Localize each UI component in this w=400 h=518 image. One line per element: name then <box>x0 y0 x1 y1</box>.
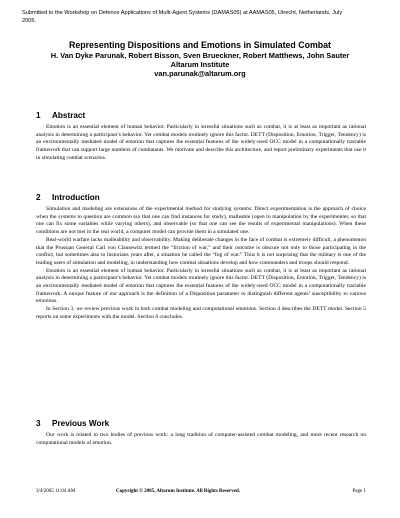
footer-page-number: Page 1 <box>352 489 366 494</box>
section-number: 1 <box>36 111 41 120</box>
section-introduction <box>36 192 366 322</box>
paragraph: Our work is related to two bodies of previous work: a long tradition of computer-assisted combat modeling, and more recent research on computational models of emotion. <box>36 432 366 446</box>
section-heading <box>36 192 366 203</box>
footer-copyright: Copyright © 2005, Altarum Institute. All Rights Reserved. <box>116 489 241 494</box>
section-number: 2 <box>36 193 41 202</box>
title-block <box>40 40 360 78</box>
paragraph: Emotion is an essential element of human behavior. Particularly in stressful situations such as combat, it is at least as important as rational analysis in determining a participant’s behavior. Yet combat models routinely ignore this factor. DETT (Disposition, Emotion, Trigger, Tendency) is an environmentally mediated model of emotion that captures the essential features of the widely-used OCC model in a computationally tractable framework. A unique feature of our approach is the definition of a Disposition parameter to distinguish different agents’ susceptibility to various emotions. <box>36 267 366 305</box>
footer-date: 3/4/2005 11:04 AM <box>36 489 76 494</box>
paragraph: Emotion is an essential element of human behavior. Particularly in stressful situations such as combat, it is at least as important as rational analysis in determining a participant’s behavior. Yet combat models routinely ignore this factor. DETT (Disposition, Emotion, Trigger, Tendency) is an environmentally mediated model of emotion that captures the essential features of the widely-used OCC model in a computationally tractable framework that can support large numbers of combatants. We motivate and describe this architecture, and report preliminary experiments that use it in simulating combat scenarios. <box>36 124 366 161</box>
paragraph: Real-world warfare lacks malleability and observability. Making deliberate changes in the face of combat is extremely difficult, a phenomenon that the Prussian General Carl von Clausewitz termed the “friction of war,” and their outcome is obscure not only to those participating in the conflict, but sometimes also to historians years after, a situation he called the “fog of war.” Thus it is not surprising that the military is one of the leading users of simulation and modeling, in understanding how combat situations develop and how commanders and troops should respond. <box>36 236 366 266</box>
section-abstract <box>36 110 366 163</box>
section-title: Introduction <box>52 193 100 202</box>
author-email[interactable]: van.parunak@altarum.org <box>154 69 246 78</box>
author-list: H. Van Dyke Parunak, Robert Bisson, Sven Brueckner, Robert Matthews, John Sauter <box>50 51 350 60</box>
paragraph: In Section 3, we review previous work in both combat modeling and computational emotions. Section 4 describes the DETT model. Section 5 reports on some experiments with the model. Section 6 concludes. <box>36 306 366 320</box>
submission-note: Submitted to the Workshop on Defence Applications of Multi-Agent Systems (DAMAS05) at AAMAS05, Utrecht, Netherlands, July 2005. <box>22 10 343 24</box>
section-heading <box>36 110 366 121</box>
paragraph: Simulation and modeling are extensions of the experimental method for studying systems: Direct experimentation is the approach of choice when the systems in question are common (so that one can find instances for study), malleable (open to manipulation by the experimenter, so that one can fix some variables while varying others), and observable (so that one can see the results of experimental manipulations). When these conditions are not met in the real world, a computer model can provide them in a simulated one. <box>36 206 366 236</box>
section-title: Previous Work <box>52 419 110 428</box>
section-number: 3 <box>36 419 41 428</box>
section-heading <box>36 418 366 429</box>
page-footer <box>36 488 366 496</box>
section-title: Abstract <box>52 111 86 120</box>
institution: Altarum Institute <box>170 60 230 69</box>
paper-title: Representing Dispositions and Emotions in Simulated Combat <box>69 40 331 50</box>
section-previous-work <box>36 418 366 447</box>
